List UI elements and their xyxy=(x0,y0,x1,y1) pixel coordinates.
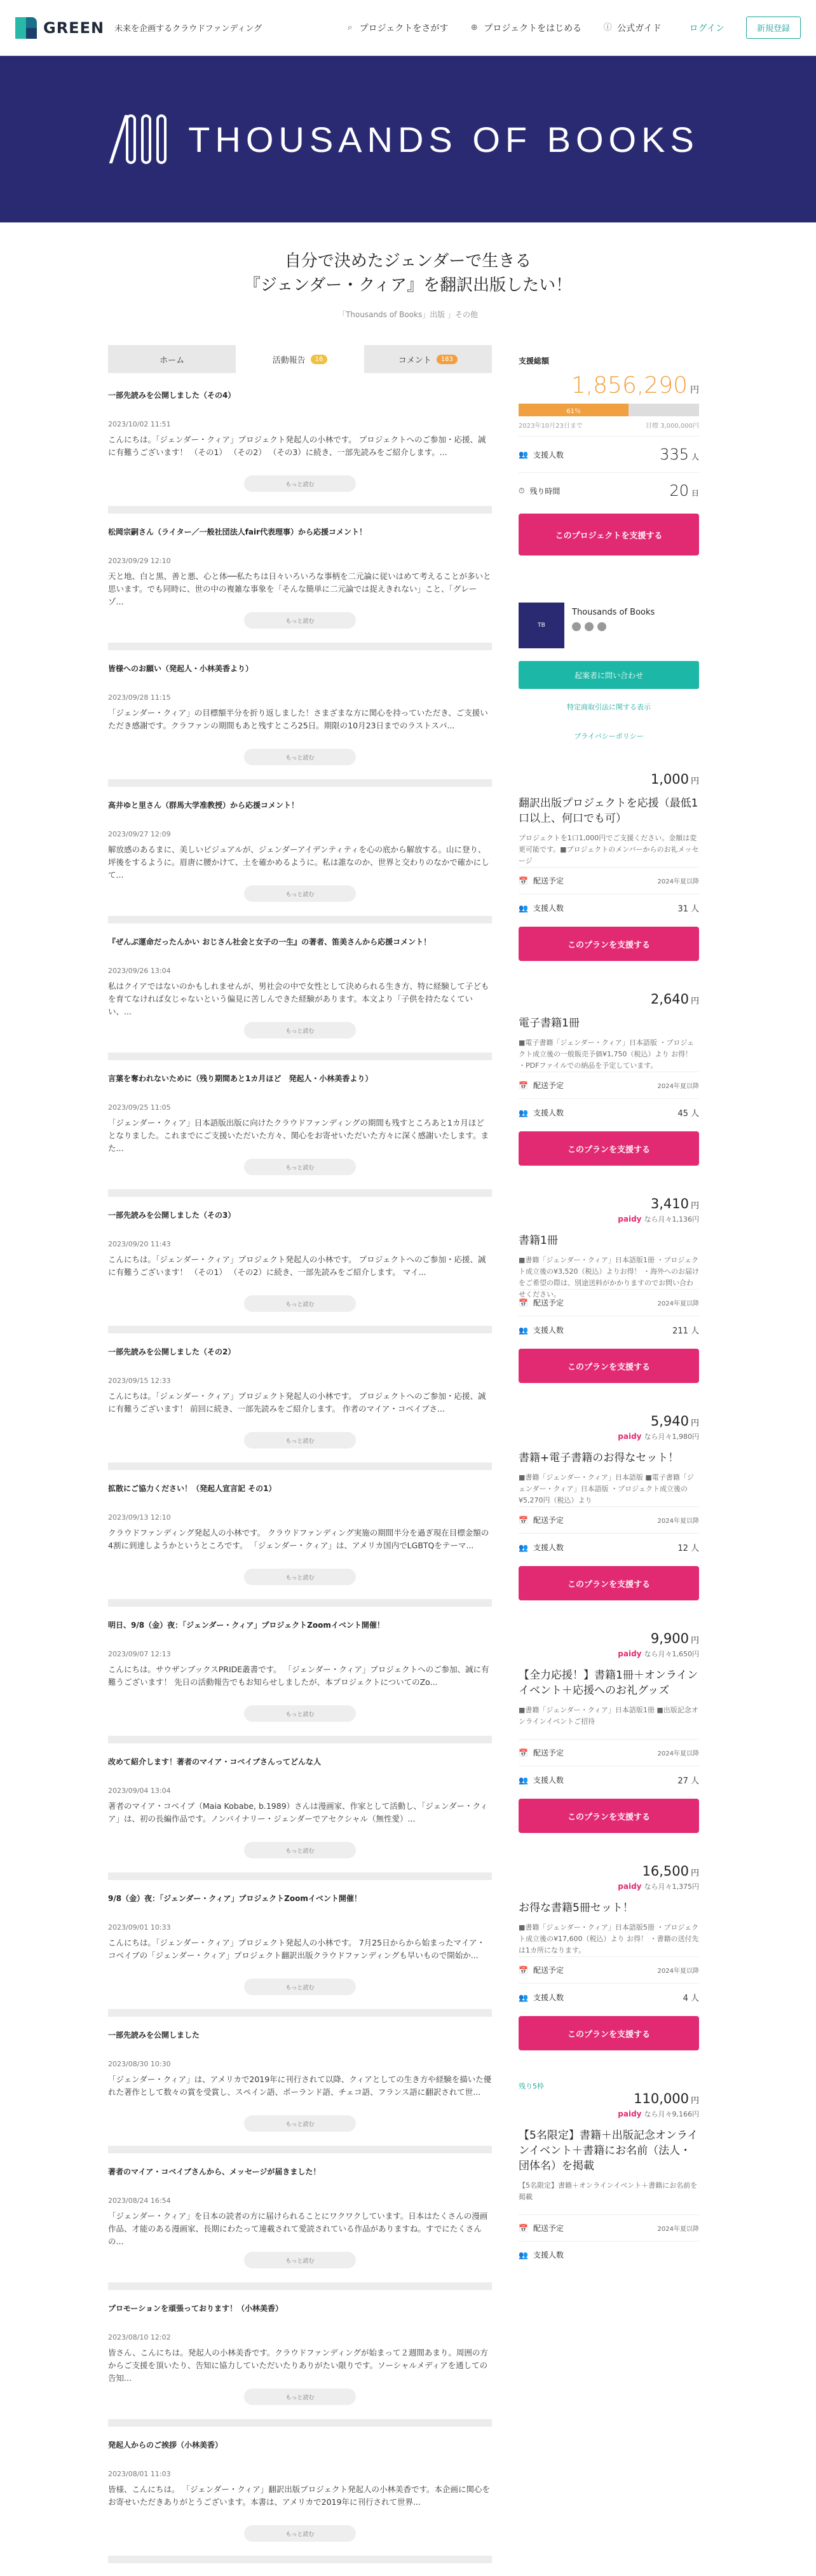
plan-list xyxy=(519,753,699,2268)
count-badge: 16 xyxy=(311,355,328,364)
report-date: 2023/09/27 12:09 xyxy=(108,830,171,838)
paidy-logo-icon: paidy xyxy=(618,1432,642,1441)
deadline: 2023年10月23日まで xyxy=(519,423,583,430)
plan-name: 書籍+電子書籍のお得なセット！ xyxy=(519,1452,679,1464)
read-more-button[interactable]: もっと読む xyxy=(244,475,356,492)
report-excerpt: 「ジェンダー・クィア」は、アメリカで2019年に刊行されて以降、クィアとしての生き方や経験を描いた優れた著作として数々の賞を受賞し、スペイン語、ポーランド語、チェコ語、フランス語に翻訳されて世... xyxy=(108,2075,492,2097)
activity-report[interactable] xyxy=(108,1483,492,1599)
plan-card xyxy=(519,1844,699,2050)
supporters-icon: 👥 xyxy=(519,450,528,459)
owner-name[interactable]: Thousands of Books xyxy=(572,608,655,617)
limited-badge: 残り5枠 xyxy=(519,2082,544,2090)
support-plan-button[interactable]: このプランを支援する xyxy=(519,1131,699,1166)
paidy-installment: paidy なら月々9,166円 xyxy=(618,2109,699,2118)
report-date: 2023/09/01 10:33 xyxy=(108,1923,171,1932)
plan-supporter-count: 45 人 xyxy=(677,1109,699,1119)
plan-price: 3,410 円 xyxy=(650,1196,699,1211)
thousands-of-books-logo-icon xyxy=(117,114,167,164)
plan-card xyxy=(519,2062,699,2268)
report-excerpt: 著者のマイア・コベイブ（Maia Kobabe, b.1989）さんは漫画家、作家として活動し、「ジェンダー・クィア」は、初の長編作品です。ノンバイナリー・ジェンダーでアセクシャル（無性愛）... xyxy=(108,1801,488,1823)
plan-delivery: 2024年夏以降 xyxy=(657,1300,699,1307)
hero-banner xyxy=(0,56,816,222)
plan-supporter-count: 27 人 xyxy=(677,1776,699,1786)
activity-report[interactable] xyxy=(108,1346,492,1462)
divider xyxy=(108,1189,492,1197)
support-plan-button[interactable]: このプランを支援する xyxy=(519,1799,699,1833)
activity-report[interactable] xyxy=(108,1073,492,1189)
report-title[interactable]: 一部先読みを公開しました（その2） xyxy=(108,1347,236,1356)
plan-supporter-count: 12 人 xyxy=(677,1544,699,1553)
support-plan-button[interactable]: このプランを支援する xyxy=(519,2016,699,2050)
plan-price: 1,000 円 xyxy=(650,772,699,787)
calendar-icon: 📅 xyxy=(519,1080,528,1090)
report-title[interactable]: 明日、9/8（金）夜：「ジェンダー・クィア」プロジェクトZoomイベント開催！ xyxy=(108,1621,384,1630)
plan-supporters-row: 👥 支援人数 27 人 xyxy=(519,1766,699,1794)
green-logo-icon xyxy=(15,17,37,39)
plan-delivery: 2024年夏以降 xyxy=(657,2226,699,2233)
report-date: 2023/09/15 12:33 xyxy=(108,1377,171,1385)
report-title[interactable]: 一部先読みを公開しました（その3） xyxy=(108,1211,236,1220)
plan-price: 110,000 円 xyxy=(634,2091,699,2106)
plan-delivery: 2024年夏以降 xyxy=(657,878,699,885)
tab-activity[interactable] xyxy=(236,345,364,373)
report-excerpt: こんにちは。「ジェンダー・クィア」プロジェクト発起人の小林です。 プロジェクトへのご参加・応援、誠に有難うございます！ 前回に続き、一部先読みをご紹介します。 作者のマイア・コベイブさ... xyxy=(108,1391,486,1414)
divider xyxy=(108,2419,492,2427)
plan-delivery: 2024年夏以降 xyxy=(657,1518,699,1525)
paidy-installment: paidy なら月々1,136円 xyxy=(618,1215,699,1223)
read-more-button[interactable]: もっと読む xyxy=(244,1295,356,1312)
paidy-logo-icon: paidy xyxy=(618,2109,642,2118)
privacy-policy-link[interactable]: プライバシーポリシー xyxy=(574,732,644,740)
tab-label: ホーム xyxy=(160,355,185,365)
report-excerpt: 天と地、白と黒、善と悪、心と体──私たちは日々いろいろな事柄を二元論に従いはめて考えることが多いと思います。でも同時に、世の中の複雑な事象を「そんな簡単に二元論では捉えきれない」こと、「グレーゾ... xyxy=(108,571,491,606)
activity-report[interactable] xyxy=(108,2303,492,2419)
report-date: 2023/09/13 12:10 xyxy=(108,1513,171,1522)
plan-description: ■書籍「ジェンダー・クィア」日本語版1冊 ■出版記念オンラインイベントご招待 xyxy=(519,1706,698,1726)
website-icon[interactable] xyxy=(597,622,606,631)
plan-description: 【5名限定】書籍＋オンラインイベント＋書籍にお名前を掲載 xyxy=(519,2181,698,2201)
site-logo[interactable] xyxy=(15,17,104,39)
report-title[interactable]: 一部先読みを公開しました xyxy=(108,2031,200,2040)
report-date: 2023/09/20 11:43 xyxy=(108,1240,171,1248)
count-badge: 183 xyxy=(437,355,458,364)
plan-card xyxy=(519,1612,699,1833)
main-content xyxy=(0,343,816,2576)
report-date: 2023/09/07 12:13 xyxy=(108,1650,171,1658)
read-more-button[interactable]: もっと読む xyxy=(244,1569,356,1585)
plan-delivery-row: 📅 配送予定 2024年夏以降 xyxy=(519,2214,699,2241)
divider xyxy=(108,1736,492,1743)
plan-description: プロジェクトを1口1,000円でご支援ください。金額は変更可能です。■プロジェクトのメンバーからのお礼メッセージ xyxy=(519,834,699,865)
plan-delivery: 2024年夏以降 xyxy=(657,1750,699,1757)
plan-delivery-row: 📅 配送予定 2024年夏以降 xyxy=(519,1739,699,1766)
plan-supporters-row: 👥 支援人数 12 人 xyxy=(519,1533,699,1561)
owner-socials xyxy=(572,622,655,631)
plan-name: 【全力応援！】書籍1冊＋オンラインイベント＋応援へのお礼グッズ xyxy=(519,1669,698,1697)
plan-description: ■電子書籍「ジェンダー・クィア」日本語版 ・プロジェクト成立後の一般販売予価¥1,750（税込）より お得！ ・PDFファイルでの納品を予定しています。 xyxy=(519,1039,695,1070)
plan-price: 5,940 円 xyxy=(650,1414,699,1429)
report-excerpt: 解放感のあるまに、美しいビジュアルが、ジェンダーアイデンティティを心の底から解放する。山に登り、坪後をするように。眉唐に腰かけて、土を確かめるように。私は誰なのか、世界と交わりのなかで確かにして... xyxy=(108,845,489,880)
search-icon: ⌕ xyxy=(347,22,353,32)
plan-card xyxy=(519,753,699,961)
read-more-button[interactable]: もっと読む xyxy=(244,2115,356,2132)
report-excerpt: こんにちは。「ジェンダー・クィア」プロジェクト発起人の小林です。 7月25日からから始まったマイア・コベイブの「ジェンダー・クィア」プロジェクト翻訳出版クラウドファンディングも早いもので開始か... xyxy=(108,1938,485,1960)
remaining-days: 20 日 xyxy=(669,482,699,500)
project-title xyxy=(0,249,816,297)
project-tabs xyxy=(108,345,492,373)
report-title[interactable]: 皆様へのお願い（発起人・小林美香より） xyxy=(108,664,254,673)
site-tagline: 未来を企画するクラウドファンディング xyxy=(114,24,262,34)
activity-report[interactable] xyxy=(108,1756,492,1872)
supporters-icon: 👥 xyxy=(519,1775,528,1785)
divider xyxy=(108,506,492,514)
supporters-icon: 👥 xyxy=(519,1108,528,1117)
nav-label: プロジェクトをさがす xyxy=(359,23,449,34)
report-excerpt: 「ジェンダー・クィア」を日本の読者の方に届けられることにワクワクしています。日本はたくさんの漫画作品、才能のある漫画家、長期にわたって連載されて愛読されている作品がありますね。すでにたくさんの... xyxy=(108,2211,488,2246)
support-plan-button[interactable]: このプランを支援する xyxy=(519,1349,699,1383)
read-more-button[interactable]: もっと読む xyxy=(244,1432,356,1448)
read-more-button[interactable]: もっと読む xyxy=(244,612,356,629)
report-date: 2023/09/26 13:04 xyxy=(108,967,171,975)
activity-report[interactable] xyxy=(108,1619,492,1736)
facebook-icon[interactable] xyxy=(572,622,581,631)
tab-label: 活動報告 xyxy=(272,355,306,365)
report-excerpt: こんにちは。「ジェンダー・クィア」プロジェクト発起人の小林です。 プロジェクトへのご参加・応援、誠に有難うございます！ （その1） （その2） （その3）に続き、一部先読みをご紹介します。... xyxy=(108,435,486,457)
support-total-label: 支援総額 xyxy=(519,357,550,365)
plan-description: ■書籍「ジェンダー・クィア」日本語版1冊 ・プロジェクト成立後の¥3,520（税込）よりお得！ ・海外へのお届けをご希望の際は、別途送料がかかりますのでお問い合わせください。 xyxy=(519,1256,699,1298)
supporters-icon: 👥 xyxy=(519,1993,528,2002)
plan-delivery-row: 📅 配送予定 2024年夏以降 xyxy=(519,1956,699,1983)
breadcrumb[interactable]: 「Thousands of Books」出版 」その他 xyxy=(337,310,479,319)
plan-supporters-row: 👥 支援人数 4 人 xyxy=(519,1983,699,2011)
paidy-logo-icon: paidy xyxy=(618,1882,642,1891)
report-title[interactable]: 拡散にご協力ください！（発起人宣言記 その1） xyxy=(108,1484,276,1493)
plan-supporter-count: 31 人 xyxy=(677,904,699,914)
read-more-button[interactable]: もっと読む xyxy=(244,1022,356,1039)
logo-text: GREEN xyxy=(43,18,105,37)
plan-delivery-row: 📅 配送予定 2024年夏以降 xyxy=(519,1072,699,1098)
nav-find-projects[interactable] xyxy=(346,22,449,34)
report-date: 2023/08/24 16:54 xyxy=(108,2197,171,2205)
report-date: 2023/09/29 12:10 xyxy=(108,557,171,565)
divider xyxy=(108,1053,492,1060)
support-plan-button[interactable]: このプランを支援する xyxy=(519,1566,699,1600)
activity-report[interactable] xyxy=(108,1893,492,2009)
supporters-icon: 👥 xyxy=(519,903,528,913)
report-date: 2023/09/28 11:15 xyxy=(108,693,171,702)
report-excerpt: 皆様、こんにちは。 「ジェンダー・クィア」翻訳出版プロジェクト発起人の小林美香です。本企画に関心をお寄せいただきありがとうございます。本書は、アメリカで2019年に刊行されて世界... xyxy=(108,2484,490,2507)
divider xyxy=(108,779,492,787)
plan-card xyxy=(519,972,699,1166)
twitter-icon[interactable] xyxy=(585,622,594,631)
plan-delivery-row: 📅 配送予定 2024年夏以降 xyxy=(519,1506,699,1533)
report-title[interactable]: 『ぜんぶ運命だったんかい おじさん社会と女子の一生』の著者、笛美さんから応援コメント！ xyxy=(108,937,432,946)
support-plan-button[interactable]: このプランを支援する xyxy=(519,927,699,961)
calendar-icon: 📅 xyxy=(519,1298,528,1307)
plan-name: お得な書籍5冊セット！ xyxy=(519,1902,634,1914)
report-date: 2023/08/30 10:30 xyxy=(108,2060,171,2068)
supporters-icon: 👥 xyxy=(519,1543,528,1552)
header-nav xyxy=(346,17,801,39)
divider xyxy=(108,643,492,650)
report-title[interactable]: 著者のマイア・コベイブさんから、メッセージが届きました！ xyxy=(108,2167,321,2176)
plan-price: 16,500 円 xyxy=(642,1864,699,1879)
plan-card xyxy=(519,1394,699,1600)
tab-home[interactable] xyxy=(108,345,236,373)
divider xyxy=(108,1462,492,1470)
report-title[interactable]: 発起人からのご挨拶（小林美香） xyxy=(108,2441,223,2450)
owner-profile xyxy=(519,603,699,648)
activity-report[interactable] xyxy=(108,2029,492,2146)
activity-report[interactable] xyxy=(108,2439,492,2556)
nav-start-project[interactable] xyxy=(470,22,581,34)
divider xyxy=(108,2009,492,2017)
activity-report[interactable] xyxy=(108,2166,492,2282)
divider xyxy=(108,2282,492,2290)
project-title-line2: 『ジェンダー・クィア』を翻訳出版したい！ xyxy=(243,276,573,295)
supporters-count: 335 人 xyxy=(660,446,699,463)
calendar-icon: 📅 xyxy=(519,876,528,885)
divider xyxy=(108,1599,492,1607)
report-excerpt: クラウドファンディング発起人の小林です。 クラウドファンディング実施の期間半分を過ぎ現在目標金額の4割に到達しようかというところです。 「ジェンダー・クィア」は、アメリカ国内でLGBTQをテーマ... xyxy=(108,1528,489,1550)
report-excerpt: 「ジェンダー・クィア」の目標額半分を折り返しました！さまざまな方に関心を持っていただき、ご支援いただき感謝です。クラファンの期間もあと残すところ25日。期限の10月23日までのラストスパ... xyxy=(108,708,488,730)
activity-report[interactable] xyxy=(108,390,492,506)
plan-name: 【5名限定】書籍＋出版記念オンラインイベント＋書籍にお名前（法人・団体名）を掲載 xyxy=(519,2129,698,2172)
login-button[interactable]: ログイン xyxy=(689,23,724,34)
report-excerpt: こんにちは。サウザンブックスPRIDE叢書です。 「ジェンダー・クィア」プロジェクトへのご参加、誠に有難うございます！ 先日の活動報告でもお知らせしましたが、本プロジェクトについてのZo... xyxy=(108,1665,489,1687)
contact-owner-button[interactable]: 起案者に問い合わせ xyxy=(519,661,699,689)
report-title[interactable]: 高井ゆと里さん（群馬大学准教授）から応援コメント！ xyxy=(108,801,299,810)
project-title-line1: 自分で決めたジェンダーで生きる xyxy=(284,252,532,271)
plan-description: ■書籍「ジェンダー・クィア」日本語版 ■電子書籍「ジェンダー・クィア」日本語版 ・プロジェクト成立後の¥5,270円（税込）より xyxy=(519,1473,694,1504)
report-excerpt: 私はクイアではないのかもしれませんが、男社会の中で女性として決められる生き方、特に経験して子どもを育てなければ女じゃないという偏見に苦しんできた経験があります。本文より「子供を持たなくていい、... xyxy=(108,981,489,1016)
activity-report[interactable] xyxy=(108,1210,492,1326)
plan-price: 2,640 円 xyxy=(650,992,699,1007)
plan-supporters-row: 👥 支援人数 xyxy=(519,2241,699,2268)
remaining-stat: ⏱ 残り時間 20 日 xyxy=(519,472,699,508)
plan-card xyxy=(519,1177,699,1383)
clock-icon: ⏱ xyxy=(519,486,525,495)
paidy-installment: paidy なら月々1,980円 xyxy=(618,1432,699,1441)
read-more-button[interactable]: もっと読む xyxy=(244,2252,356,2268)
hero-title: THOUSANDS OF BOOKS xyxy=(188,119,699,160)
sidebar xyxy=(519,343,699,2576)
divider xyxy=(108,916,492,923)
report-excerpt: 「ジェンダー・クィア」日本語版出版に向けたクラウドファンディングの期間も残すところあと1カ月ほどとなりました。これまでにご支援いただいた方々、関心をお寄せいただいた方々に深く感謝いたします。また... xyxy=(108,1118,489,1153)
report-date: 2023/10/02 11:51 xyxy=(108,420,171,428)
divider xyxy=(108,1326,492,1333)
plan-supporter-count: 211 人 xyxy=(672,1326,699,1336)
funding-summary xyxy=(519,343,699,555)
project-title-area xyxy=(0,222,816,343)
owner-card xyxy=(519,567,699,741)
report-excerpt: こんにちは。「ジェンダー・クィア」プロジェクト発起人の小林です。 プロジェクトへのご参加・応援、誠に有難うございます！ （その1） （その2）に続き、一部先読みをご紹介します。 マイ... xyxy=(108,1255,486,1277)
paidy-logo-icon: paidy xyxy=(618,1215,642,1223)
calendar-icon: 📅 xyxy=(519,1748,528,1757)
read-more-button[interactable]: もっと読む xyxy=(244,1979,356,1995)
plan-delivery-row: 📅 配送予定 2024年夏以降 xyxy=(519,867,699,894)
report-title[interactable]: プロモーションを頑張っております！（小林美香） xyxy=(108,2304,283,2313)
report-title[interactable]: 9/8（金）夜：「ジェンダー・クィア」プロジェクトZoomイベント開催！ xyxy=(108,1894,362,1903)
site-header xyxy=(0,0,816,56)
commercial-law-link[interactable]: 特定商取引法に関する表示 xyxy=(567,703,651,711)
activity-report-list xyxy=(108,390,492,2563)
supporters-icon: 👥 xyxy=(519,1325,528,1335)
divider xyxy=(108,2556,492,2563)
plan-supporters-row: 👥 支援人数 31 人 xyxy=(519,894,699,922)
activity-report[interactable] xyxy=(108,936,492,1053)
report-date: 2023/08/10 12:02 xyxy=(108,2333,171,2341)
tab-comments[interactable] xyxy=(364,345,492,373)
supporters-icon: 👥 xyxy=(519,2250,528,2259)
read-more-button[interactable]: もっと読む xyxy=(244,1705,356,1722)
paidy-installment: paidy なら月々1,375円 xyxy=(618,1882,699,1891)
read-more-button[interactable]: もっと読む xyxy=(244,1842,356,1858)
activity-report[interactable] xyxy=(108,526,492,643)
report-title[interactable]: 言葉を奪われないために（残り期間あと1カ月ほど 発起人・小林美香より） xyxy=(108,1074,373,1083)
read-more-button[interactable]: もっと読む xyxy=(244,885,356,902)
plan-delivery: 2024年夏以降 xyxy=(657,1968,699,1975)
divider xyxy=(108,1872,492,1880)
owner-avatar[interactable]: TB xyxy=(519,603,564,648)
plan-supporters-row: 👥 支援人数 45 人 xyxy=(519,1098,699,1126)
support-amount: 1,856,290 円 xyxy=(571,372,699,399)
tab-label: コメント xyxy=(398,355,432,365)
plan-delivery: 2024年夏以降 xyxy=(657,1083,699,1090)
read-more-button[interactable]: もっと読む xyxy=(244,2389,356,2405)
activity-report[interactable] xyxy=(108,663,492,779)
report-date: 2023/09/04 13:04 xyxy=(108,1787,171,1795)
progress-fill: 61％ xyxy=(519,404,629,416)
plan-name: 書籍1冊 xyxy=(519,1234,558,1247)
nav-label: 公式ガイド xyxy=(617,23,662,34)
calendar-icon: 📅 xyxy=(519,2223,528,2233)
left-column xyxy=(108,343,492,2576)
plan-supporters-row: 👥 支援人数 211 人 xyxy=(519,1316,699,1344)
nav-label: プロジェクトをはじめる xyxy=(484,23,582,34)
plan-name: 電子書籍1冊 xyxy=(519,1017,580,1030)
report-title[interactable]: 松岡宗嗣さん（ライター／一般社団法人fair代表理事）から応援コメント！ xyxy=(108,528,367,536)
plan-delivery-row: 📅 配送予定 2024年夏以降 xyxy=(519,1289,699,1316)
plus-icon: ⊕ xyxy=(470,22,478,32)
support-project-button[interactable]: このプロジェクトを支援する xyxy=(519,514,699,555)
supporters-stat: 👥 支援人数 335 人 xyxy=(519,436,699,472)
activity-report[interactable] xyxy=(108,800,492,916)
progress-meta xyxy=(519,420,699,430)
nav-guide[interactable] xyxy=(603,22,662,34)
report-title[interactable]: 改めて紹介します！著者のマイア・コベイブさんってどんな人 xyxy=(108,1757,322,1766)
help-icon: ⓘ xyxy=(603,22,612,32)
report-title[interactable]: 一部先読みを公開しました（その4） xyxy=(108,391,236,400)
report-date: 2023/08/01 11:03 xyxy=(108,2470,171,2478)
calendar-icon: 📅 xyxy=(519,1965,528,1975)
paidy-logo-icon: paidy xyxy=(618,1649,642,1658)
plan-supporter-count: 4 人 xyxy=(683,1994,699,2003)
paidy-installment: paidy なら月々1,650円 xyxy=(618,1649,699,1658)
goal-amount: 目標 3,000,000円 xyxy=(645,423,699,430)
funding-progress-bar xyxy=(519,404,699,416)
plan-description: ■書籍「ジェンダー・クィア」日本語版5冊 ・プロジェクト成立後の¥17,600（税込）より お得！ ・書籍の送付先は1カ所になります。 xyxy=(519,1923,699,1954)
report-excerpt: 皆さん、こんにちは。発起人の小林美香です。クラウドファンディングが始まって２週間あまり。周囲の方からご支援を頂いたり、告知に協力していただいたりありがたい限りです。ソーシャルメディアを通しての告知... xyxy=(108,2348,488,2383)
plan-price: 9,900 円 xyxy=(650,1631,699,1646)
calendar-icon: 📅 xyxy=(519,1515,528,1525)
read-more-button[interactable]: もっと読む xyxy=(244,1159,356,1175)
signup-button[interactable]: 新規登録 xyxy=(746,17,801,39)
plan-name: 翻訳出版プロジェクトを応援（最低1口以上、何口でも可） xyxy=(519,797,698,825)
report-date: 2023/09/25 11:05 xyxy=(108,1103,171,1112)
read-more-button[interactable]: もっと読む xyxy=(244,749,356,765)
read-more-button[interactable]: もっと読む xyxy=(244,2525,356,2542)
divider xyxy=(108,2146,492,2153)
